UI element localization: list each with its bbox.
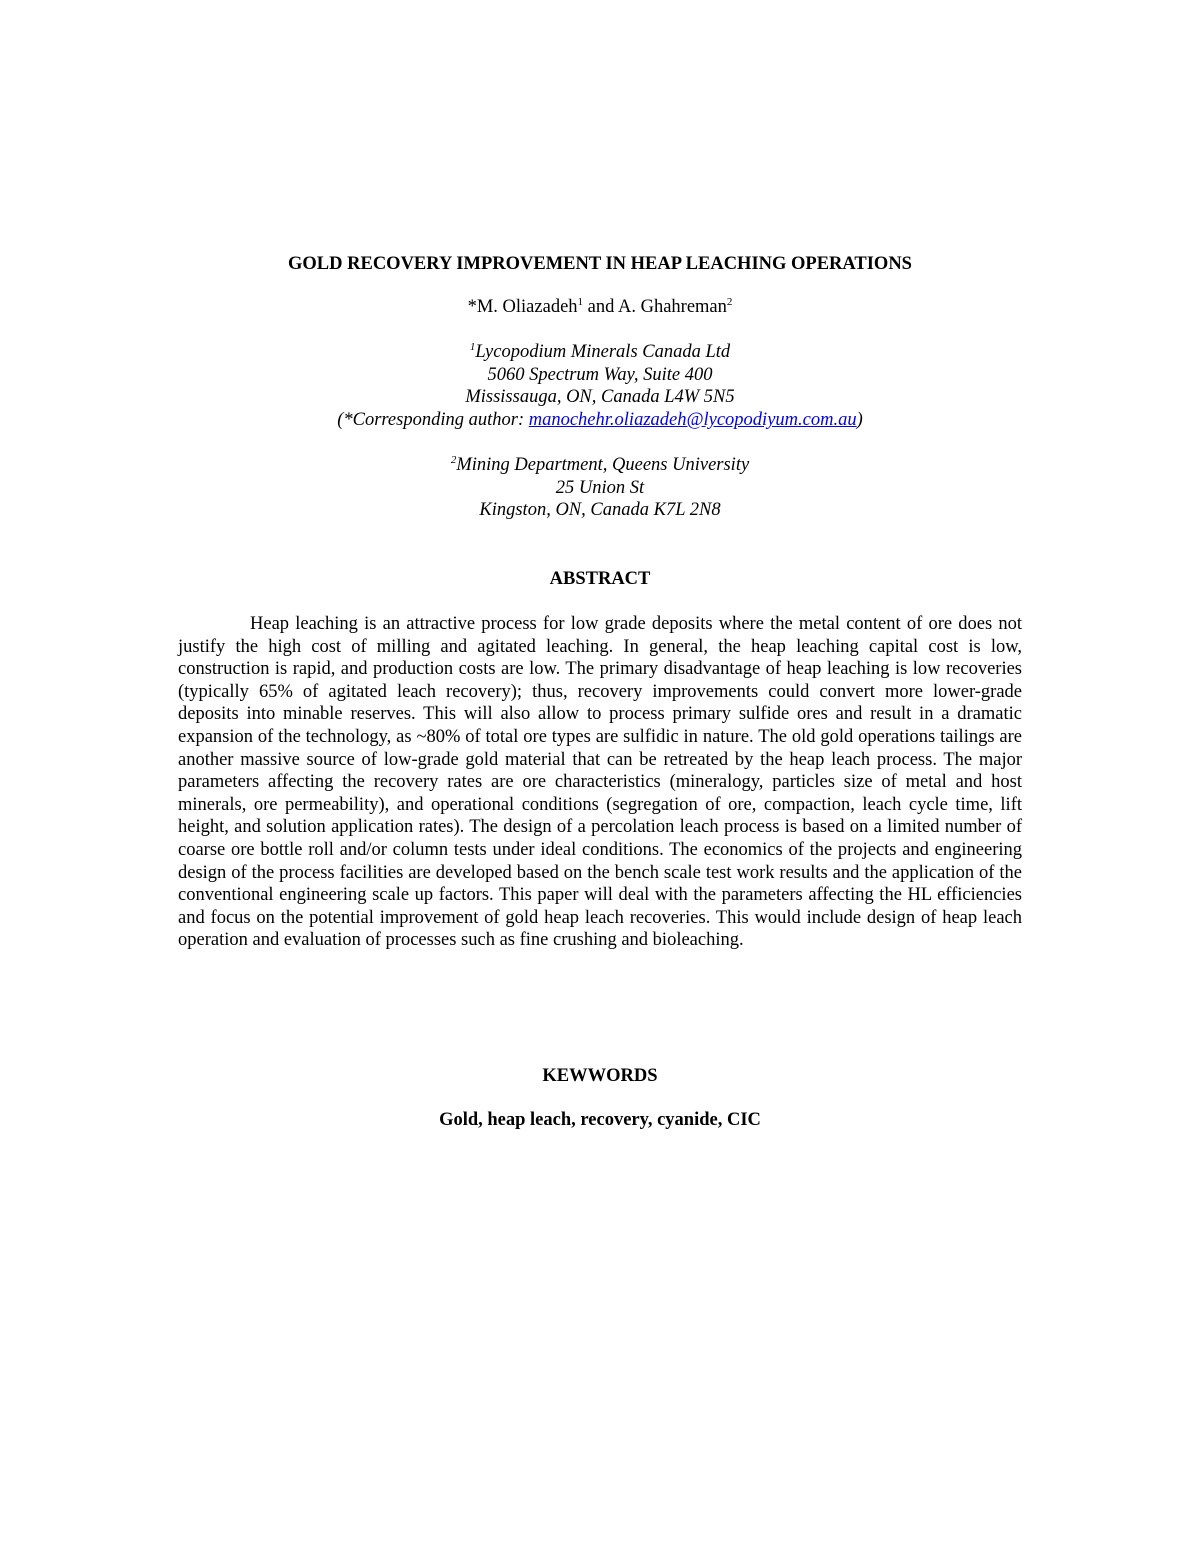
affiliation-1-org: Lycopodium Minerals Canada Ltd [475,342,731,362]
author-2-name: A. Ghahreman [617,297,727,317]
affiliation-2 [178,454,1022,522]
author-1-name: *M. Oliazadeh [467,297,578,317]
author-line [178,296,1022,318]
correspondence-prefix: (*Corresponding author: [337,410,529,431]
correspondence-suffix: ) [856,410,863,431]
affiliation-1 [178,341,1022,432]
affiliation-2-city: Kingston, ON, Canada K7L 2N8 [479,500,721,521]
affiliation-2-mark: 2 [450,453,457,466]
affiliation-1-street: 5060 Spectrum Way, Suite 400 [487,364,713,385]
affiliation-1-org-line [178,341,1022,364]
paper-title: GOLD RECOVERY IMPROVEMENT IN HEAP LEACHING OPERATIONS [288,254,912,274]
author-1-affiliation-mark: 1 [577,295,584,308]
abstract-body: Heap leaching is an attractive process for low grade deposits where the metal content of ore does not justify the high cost of milling and agitated leaching. In general, the heap leaching capital cost is low, construction is rapid, and production costs are low. The primary disadvantage of heap leaching is low recoveries (typically 65% of agitated leach recovery); thus, recovery improvements could convert more lower-grade deposits into minable reserves. This will also allow to process primary sulfide ores and result in a dramatic expansion of the technology, as ~80% of total ore types are sulfidic in nature. The old gold operations tailings are another massive source of low-grade gold material that can be retreated by the heap leach process. The major parameters affecting the recovery rates are ore characteristics (mineralogy, particles size of metal and host minerals, ore permeability), and operational conditions (segregation of ore, compaction, leach cycle time, lift height, and solution application rates). The design of a percolation leach process is based on a limited number of coarse ore bottle roll and/or column tests under ideal conditions. The economics of the projects and engineering design of the process facilities are developed based on the bench scale test work results and the application of the conventional engineering scale up factors. This paper will deal with the parameters affecting the HL efficiencies and focus on the potential improvement of gold heap leach recoveries. This would include design of heap leach operation and evaluation of processes such as fine crushing and bioleaching. [178,614,1022,951]
keywords-heading: KEWWORDS [542,1066,658,1086]
corresponding-author-email-link[interactable]: manochehr.oliazadeh@lycopodiyum.com.au [528,410,857,431]
affiliation-1-mark: 1 [469,340,476,353]
author-2-affiliation-mark: 2 [726,295,733,308]
author-conjunction: and [583,297,618,317]
affiliation-2-org-line [178,454,1022,477]
affiliation-1-city: Mississauga, ON, Canada L4W 5N5 [465,387,735,408]
abstract-heading: ABSTRACT [549,569,651,589]
affiliation-2-street: 25 Union St [555,477,645,498]
correspondence-line [178,409,1022,432]
keywords-list: Gold, heap leach, recovery, cyanide, CIC [439,1110,761,1130]
affiliation-2-org: Mining Department, Queens University [456,455,750,475]
